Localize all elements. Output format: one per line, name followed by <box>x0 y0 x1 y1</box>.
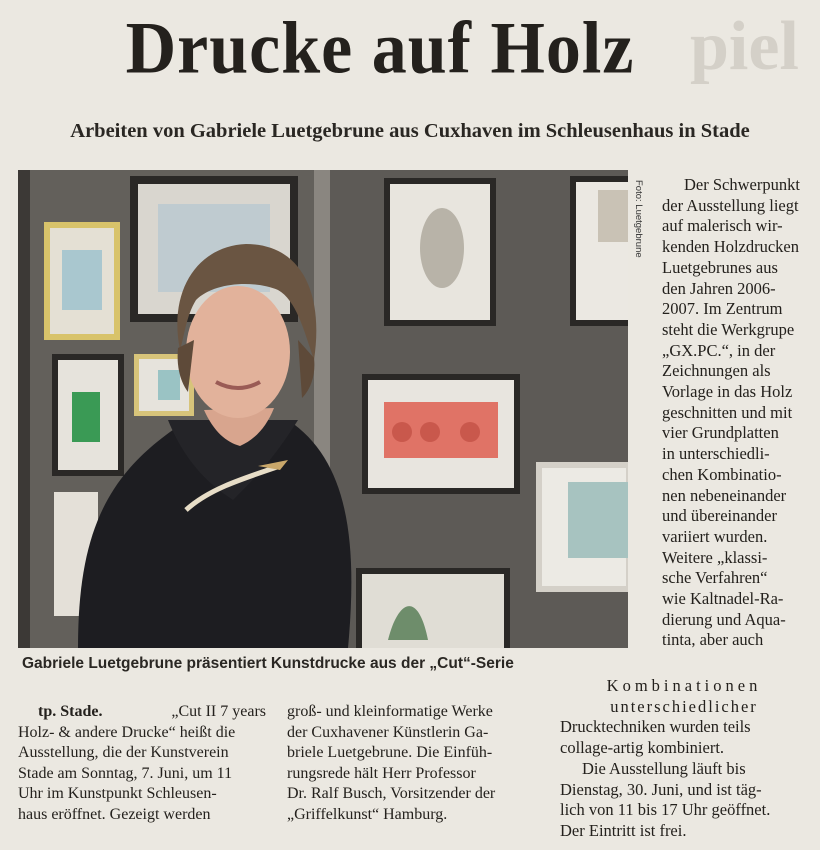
article-column-2 <box>287 702 535 826</box>
text-line: Drucktechniken wurden teils <box>560 717 751 737</box>
text-line: den Jahren 2006- <box>662 278 776 298</box>
text-line: „Griffelkunst“ Hamburg. <box>287 805 448 823</box>
text-line: Zeichnungen als <box>662 361 771 381</box>
photo-illustration <box>18 170 628 648</box>
text-line: geschnitten und mit <box>662 402 793 422</box>
text-line: Vorlage in das Holz <box>662 382 793 402</box>
text-line: steht die Werkgrupe <box>662 319 795 339</box>
text-line: wie Kaltnadel-Ra- <box>662 589 784 609</box>
text-line: Kombinationen <box>606 676 762 695</box>
text-line: Weitere „klassi- <box>662 547 768 567</box>
text-line: variiert wurden. <box>662 526 768 546</box>
photo-caption: Gabriele Luetgebrune präsentiert Kunstdrucke aus der „Cut“-Serie <box>22 655 514 672</box>
article-column-right <box>662 175 808 651</box>
text-line: unterschiedlicher <box>610 696 758 716</box>
text-line: lich von 11 bis 17 Uhr geöffnet. <box>560 800 771 820</box>
text-line: dierung und Aqua- <box>662 609 786 629</box>
text-line: briele Luetgebrune. Die Einfüh- <box>287 744 493 762</box>
photo-credit: Foto: Luetgebrune <box>633 180 644 258</box>
text-line: groß- und kleinformatige Werke <box>287 703 493 720</box>
text-line: rungsrede hält Herr Professor <box>287 764 476 782</box>
text-line: Uhr im Kunstpunkt Schleusen- <box>18 785 217 803</box>
text-line: Ausstellung, die der Kunstverein <box>18 744 229 762</box>
text-line: collage-artig kombiniert. <box>560 738 725 758</box>
text-line: Dienstag, 30. Juni, und ist täg- <box>560 779 762 799</box>
text-line: der Cuxhavener Künstlerin Ga- <box>287 723 489 741</box>
dateline: tp. Stade. <box>38 703 103 720</box>
text-line: Luetgebrunes aus <box>662 257 778 277</box>
subheadline: Arbeiten von Gabriele Luetgebrune aus Cuxhaven im Schleusenhaus in Stade <box>70 120 750 142</box>
text-line: Der Schwerpunkt <box>684 175 800 194</box>
text-line: haus eröffnet. Gezeigt werden <box>18 805 211 823</box>
text-line: der Ausstellung liegt <box>662 195 799 215</box>
text-line: Die Ausstellung läuft bis <box>582 758 746 778</box>
article-photo <box>18 170 628 648</box>
text-line: kenden Holzdrucken <box>662 237 799 257</box>
text-line: Dr. Ralf Busch, Vorsitzender der <box>287 785 496 803</box>
text-line: sche Verfahren“ <box>662 568 768 588</box>
article-column-1 <box>18 702 266 826</box>
text-line: Stade am Sonntag, 7. Juni, um 11 <box>18 764 233 782</box>
text-line: chen Kombinatio- <box>662 464 782 484</box>
text-line: tp. Stade. „Cut II 7 years <box>18 702 266 723</box>
text-line: tinta, aber auch <box>662 630 764 650</box>
text-line: auf malerisch wir- <box>662 216 783 236</box>
text-line: Der Eintritt ist frei. <box>560 820 687 840</box>
text-line: in unterschiedli- <box>662 444 770 464</box>
text-line: und übereinander <box>662 506 777 526</box>
text-line: Holz- & andere Drucke“ heißt die <box>18 723 236 741</box>
article-column-bottom-right <box>560 676 808 842</box>
headline: Drucke auf Holz <box>125 7 635 90</box>
text-line: „GX.PC.“, in der <box>662 340 776 360</box>
text-line: 2007. Im Zentrum <box>662 299 783 319</box>
adjacent-headline-fragment: piel <box>690 8 799 85</box>
text-line: nen nebeneinander <box>662 485 787 505</box>
text-line: vier Grundplatten <box>662 423 779 443</box>
